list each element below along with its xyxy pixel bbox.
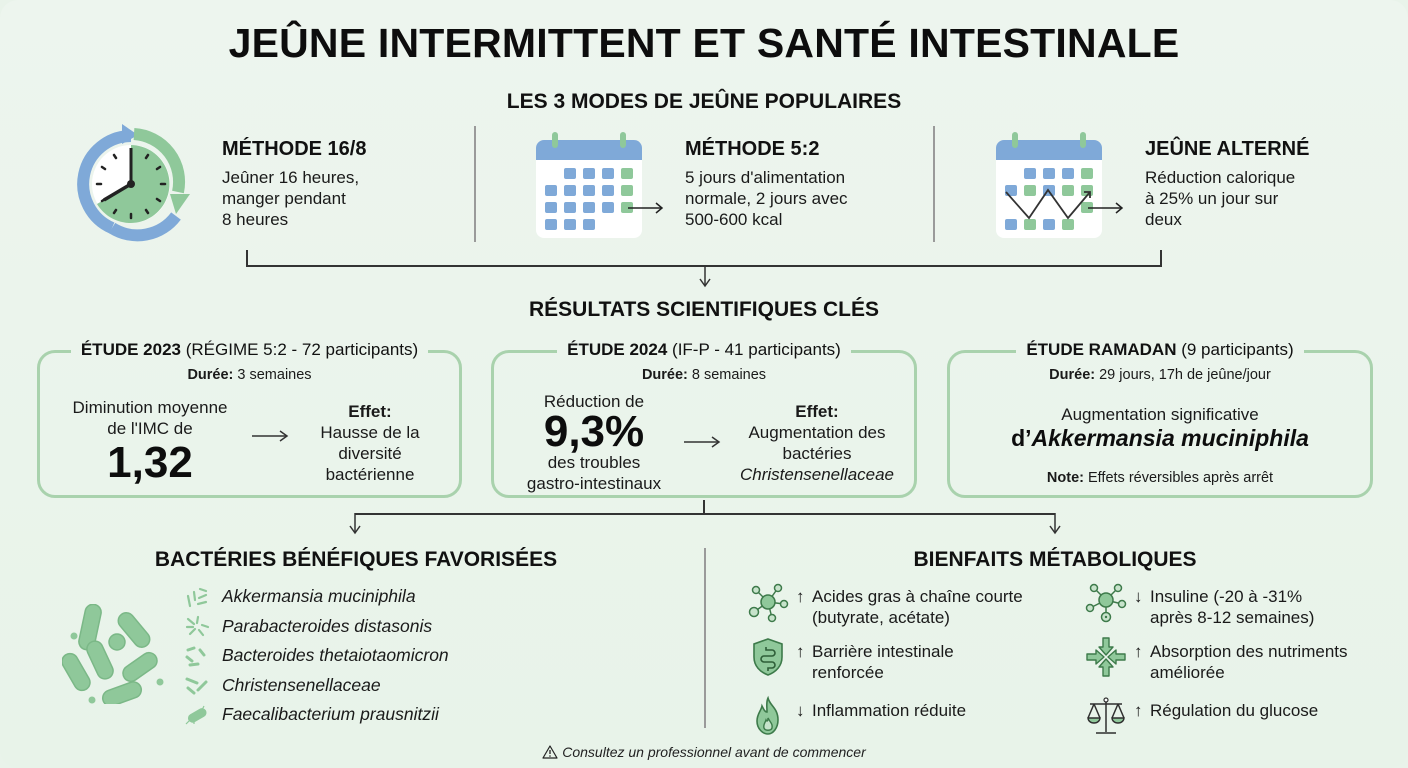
benefit-text [812, 586, 1023, 628]
mode-16-8 [222, 138, 462, 230]
flame-icon [746, 694, 790, 738]
arrow-down-icon [1047, 513, 1063, 535]
study-effect [722, 401, 912, 485]
effect-label: Effet: [348, 402, 392, 421]
benefit-line: renforcée [812, 663, 884, 682]
benefit-line: Insuline (-20 à -31% [1150, 587, 1303, 606]
benefit-item [746, 700, 1076, 738]
list-item [184, 700, 544, 730]
molecule-icon [746, 580, 790, 624]
result-line: Réduction de [543, 392, 645, 411]
benefit-line: Inflammation réduite [812, 701, 967, 720]
list-item [184, 641, 544, 671]
arrow-up-icon: ↑ [1134, 642, 1143, 661]
study-result [504, 391, 684, 494]
connector [703, 500, 705, 514]
effect-label: Effet: [795, 402, 839, 421]
benefit-text [1150, 700, 1318, 721]
bacteria-rods-icon [184, 645, 210, 667]
bacteria-pair-icon [184, 674, 210, 696]
footer-disclaimer [0, 744, 1408, 760]
study-note: Note: Effets réversibles après arrêt [1046, 470, 1274, 486]
calendar-alternate-icon [994, 130, 1128, 240]
arrow-right-icon [682, 435, 722, 454]
mode-description [1145, 167, 1385, 230]
arrow-up-icon: ↑ [796, 587, 805, 606]
desc-line: Jeûner 16 heures, [222, 168, 360, 187]
desc-line: Réduction calorique [1145, 168, 1296, 187]
bacteria-cluster-icon [184, 586, 210, 608]
arrow-up-icon: ↑ [796, 642, 805, 661]
study-effect [290, 401, 450, 485]
benefit-line: Absorption des nutriments [1150, 642, 1348, 661]
molecule-dot-icon [1084, 580, 1128, 624]
benefit-line: Régulation du glucose [1150, 701, 1319, 720]
footer-text: Consultez un professionnel avant de commencer [562, 744, 866, 760]
divider [933, 126, 935, 242]
study-label: ÉTUDE RAMADAN (9 participants) [950, 340, 1370, 360]
balance-scale-icon [1084, 694, 1128, 738]
bacteria-name: Bacteroides thetaiotaomicron [222, 645, 449, 666]
study-card-2024 [491, 340, 917, 498]
benefit-line: après 8-12 semaines) [1150, 608, 1315, 627]
bacteria-heading: BACTÉRIES BÉNÉFIQUES FAVORISÉES [154, 548, 558, 571]
study-duration: Durée: 8 semaines [641, 367, 767, 383]
benefit-item [746, 641, 1076, 683]
benefit-line: Acides gras à chaîne courte [812, 587, 1023, 606]
results-heading: RÉSULTATS SCIENTIFIQUES CLÉS [528, 298, 880, 321]
list-item [184, 582, 544, 612]
study-result [50, 397, 250, 485]
warning-icon [542, 745, 558, 759]
desc-line: normale, 2 jours avec [685, 189, 848, 208]
divider [704, 548, 706, 728]
bacteria-illustration-icon [62, 604, 178, 704]
list-item [184, 671, 544, 701]
benefit-item [1084, 586, 1394, 628]
clock-cycle-icon [72, 122, 190, 246]
arrow-right-icon [250, 429, 290, 448]
study-label: ÉTUDE 2023 (RÉGIME 5:2 - 72 participants) [40, 340, 459, 360]
modes-heading: LES 3 MODES DE JEÛNE POPULAIRES [506, 90, 902, 113]
mode-title: JEÛNE ALTERNÉ [1145, 138, 1310, 160]
study-card-2023 [37, 340, 462, 498]
arrow-down-icon [347, 513, 363, 535]
bacteria-name: Christensenellaceae [222, 674, 381, 695]
study-result-line: Augmentation significative [1061, 405, 1259, 424]
result-line: gastro-intestinaux [526, 474, 662, 493]
benefit-item [1084, 700, 1404, 738]
list-item [184, 612, 544, 642]
page-title: JEÛNE INTERMITTENT ET SANTÉ INTESTINALE [228, 20, 1180, 66]
desc-line: 5 jours d'alimentation [685, 168, 846, 187]
benefit-line: Barrière intestinale [812, 642, 954, 661]
arrow-down-icon: ↓ [796, 701, 805, 720]
arrow-down-icon: ↓ [1134, 587, 1143, 606]
effect-line: bactérienne [325, 465, 415, 484]
converging-arrows-icon [1084, 635, 1128, 679]
divider [474, 126, 476, 242]
effect-line: Christensenellaceae [739, 465, 895, 484]
effect-line: Augmentation des [748, 423, 886, 442]
benefit-item [1084, 641, 1404, 683]
shield-gut-icon [746, 635, 790, 679]
study-duration: Durée: 3 semaines [187, 367, 312, 383]
result-line: Diminution moyenne [72, 398, 228, 417]
study-duration: Durée: 29 jours, 17h de jeûne/jour [1049, 367, 1271, 383]
bacteria-list [184, 582, 544, 730]
desc-line: à 25% un jour sur [1145, 189, 1279, 208]
desc-line: 8 heures [222, 210, 289, 229]
effect-line: Hausse de la [320, 423, 420, 442]
effect-line: diversité [338, 444, 402, 463]
desc-line: manger pendant [222, 189, 346, 208]
arrow-up-icon: ↑ [1134, 701, 1143, 720]
bacteria-name: Parabacteroides distasonis [222, 615, 433, 636]
result-line: de l'IMC de [107, 419, 193, 438]
mode-alternate [1145, 138, 1385, 230]
mode-description [222, 167, 462, 230]
study-card-ramadan [947, 340, 1373, 498]
mode-title: MÉTHODE 5:2 [685, 138, 820, 160]
effect-line: bactéries [782, 444, 852, 463]
connector [355, 513, 1055, 515]
mode-5-2 [685, 138, 925, 230]
connector [1160, 250, 1162, 266]
bacteria-star-icon [184, 615, 210, 637]
benefit-text [1150, 586, 1314, 628]
bacteria-flagellum-icon [184, 704, 210, 726]
benefit-text [812, 641, 954, 683]
study-result-bacteria: d’Akkermansia muciniphila [1011, 425, 1309, 451]
desc-line: 500-600 kcal [685, 210, 783, 229]
bacteria-name: Faecalibacterium prausnitzii [222, 704, 439, 725]
benefit-line: (butyrate, acétate) [812, 608, 950, 627]
mode-description [685, 167, 925, 230]
benefit-line: améliorée [1150, 663, 1225, 682]
calendar-5-2-icon [534, 130, 668, 240]
benefits-heading: BIENFAITS MÉTABOLIQUES [913, 548, 1197, 571]
benefit-text [812, 700, 966, 721]
study-label: ÉTUDE 2024 (IF-P - 41 participants) [494, 340, 914, 360]
benefit-text [1150, 641, 1348, 683]
desc-line: deux [1145, 210, 1182, 229]
result-value: 1,32 [107, 438, 193, 487]
benefit-item [746, 586, 1076, 628]
result-line: des troubles [547, 453, 641, 472]
bacteria-name: Akkermansia muciniphila [222, 586, 416, 607]
mode-title: MÉTHODE 16/8 [222, 138, 367, 160]
connector [246, 250, 248, 266]
result-value: 9,3% [543, 407, 645, 456]
arrow-down-icon [697, 265, 713, 289]
